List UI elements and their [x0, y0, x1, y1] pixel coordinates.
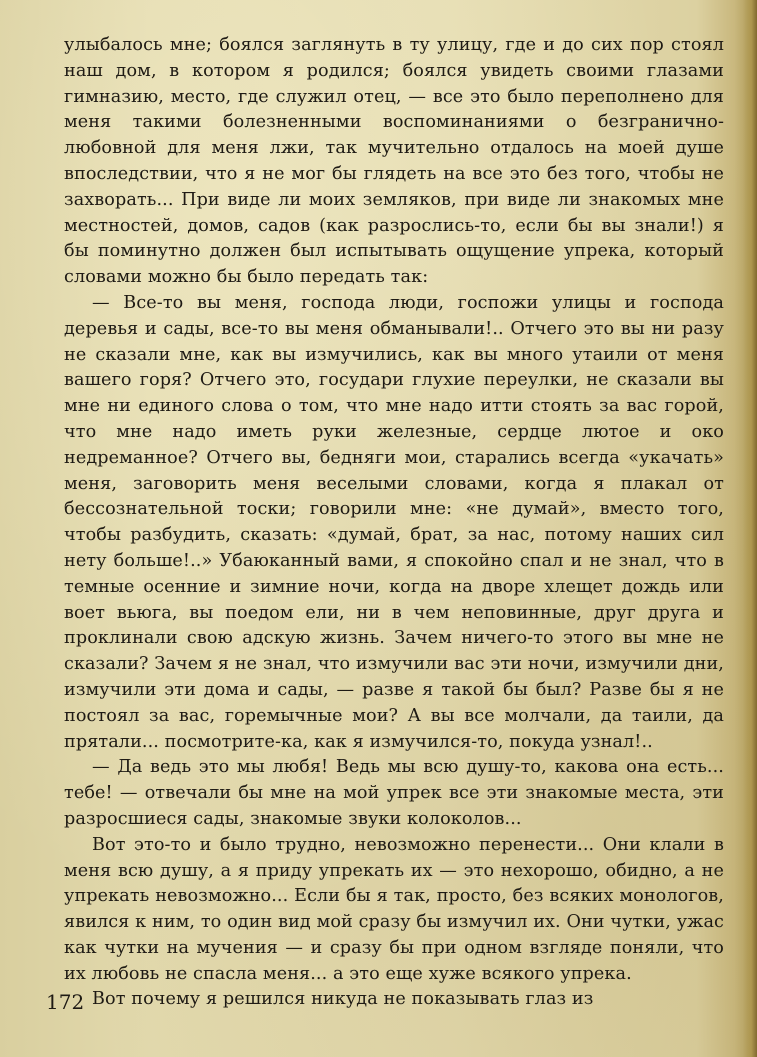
- paragraph-5: Вот почему я решился никуда не показывать глаз из: [92, 989, 594, 1010]
- paragraph-1: улыбалось мне; боялся заглянуть в ту улицу, где и до сих пор стоял наш дом, в котором я родился; боялся увидеть своими глазами гимназию, место, где служил отец, — все это было переполнено для меня такими болезненными воспоминаниями о безгранично-любовной для меня лжи, так мучительно отдалось на моей душе впоследствии, что я не мог бы глядеть на все это без того, чтобы не захворать... При виде ли моих земляков, при виде ли знакомых мне местностей, домов, садов (как разрослись-то, если бы вы знали!) я бы поминутно должен был испытывать ощущение упрека, который словами можно бы было передать так:: [64, 35, 724, 288]
- page-number: 172: [46, 990, 85, 1014]
- page-edge-shadow: [743, 0, 757, 1057]
- page-text: [64, 33, 724, 1013]
- paragraph-4: Вот это-то и было трудно, невозможно перенести... Они клали в меня всю душу, а я приду упрекать их — это нехорошо, обидно, а не упрекать невозможно... Если бы я так, просто, без всяких монологов, явился к ним, то один вид мой сразу бы измучил их. Они чутки, ужас как чутки на мучения — и сразу бы при одном взгляде поняли, что их любовь не спасла меня... а это еще хуже всякого упрека.: [64, 834, 724, 984]
- paragraph-3: — Да ведь это мы любя! Ведь мы всю душу-то, какова она есть... тебе! — отвечали бы мне на мой упрек все эти знакомые места, эти разросшиеся сады, знакомые звуки колоколов...: [64, 757, 724, 829]
- paragraph-2: — Все-то вы меня, господа люди, госпожи улицы и господа деревья и сады, все-то вы меня обманывали!.. Отчего это вы ни разу не сказали мне, как вы измучились, как вы много утаили от меня вашего горя? Отчего это, государи глухие переулки, не сказали вы мне ни единого слова о том, что мне надо итти стоять за вас горой, что мне надо иметь руки железные, сердце лютое и око недреманное? Отчего вы, бедняги мои, старались всегда «укачать» меня, заговорить меня веселыми словами, когда я плакал от бессознательной тоски; говорили мне: «не думай», вместо того, чтобы разбудить, сказать: «думай, брат, за нас, потому наших сил нету больше!..» Убаюканный вами, я спокойно спал и не знал, что в темные осенние и зимние ночи, когда на дворе хлещет дождь или воет вьюга, вы поедом ели, ни в чем неповинные, друг друга и проклинали свою адскую жизнь. Зачем ничего-то этого вы мне не сказали? Зачем я не знал, что измучили вас эти ночи, измучили дни, измучили эти дома и сады, — разве я такой бы был? Разве бы я не постоял за вас, горемычные мои? А вы все молчали, да таили, да прятали... посмотрите-ка, как я измучился-то, покуда узнал!..: [64, 292, 724, 752]
